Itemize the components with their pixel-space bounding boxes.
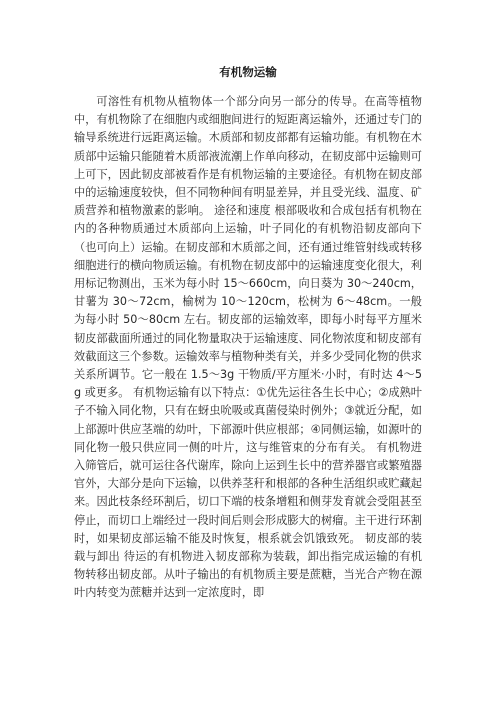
document-body-paragraph: 可溶性有机物从植物体一个部分向另一部分的传导。在高等植物中，有机物除了在细胞内或细胞间进行的短距离运输外，还通过专门的输导系统进行远距离运输。木质部和韧皮部都有运输功能。有机物在木质部中运输只能随着木质部液流潮上作单向移动，在韧皮部中运输则可上可下，因此韧皮部被看作是有机物运输的主要途径。有机物在韧皮部中的运输速度较快，但不同物种间有明显差异，并且受光线、温度、矿质营养和植物激素的影响。 途径和速度 根部吸收和合成包括有机物在内的各种物质通过木质部向上运输，叶子同化的有机物沿韧皮部向下（也可向上）运输。在韧皮部和木质部之间，还有通过维管射线或转移细胞进行的横向物质运输。有机物在韧皮部中的运输速度变化很大，利用标记物测出，玉米为每小时 15～660cm，向日葵为 30～240cm，甘薯为 30～72cm，榆树为 10～120cm，松树为 6～48cm。一般为每小时 50～80cm 左右。韧皮部的运输效率，即每小时每平方厘米韧皮部截面所通过的同化物量取决于运输速度、同化物浓度和韧皮部有效截面这三个参数。运输效率与植物种类有关，并多少受同化物的供求关系所调节。它一般在 1.5～3g 干物质/平方厘米·小时，有时达 4～5g 或更多。 有机物运输有以下特点：①优先运往各生长中心；②成熟叶子不输入同化物，只有在蚜虫吮吸或真菌侵染时例外；③就近分配，如上部源叶供应茎端的幼叶，下部源叶供应根部；④同侧运输，如源叶的同化物一般只供应同一侧的叶片，这与维管束的分布有关。 有机物进入筛管后，就可运往各代谢库，除向上运到生长中的营养器官或繁殖器官外，大部分是向下运输，以供养茎秆和根部的各种生活组织或贮藏起来。因此枝条经环割后，切口下端的枝条增粗和侧芽发育就会受阻甚至停止，而切口上端经过一段时间后则会形成膨大的树瘤。主干进行环割时，如果韧皮部运输不能及时恢复，根系就会饥饿致死。 韧皮部的装载与卸出 待运的有机物进入韧皮部称为装载，卸出指完成运输的有机物转移出韧皮部。从叶子输出的有机物质主要是蔗糖，当光合产物在源叶内转变为蔗糖并达到一定浓度时，即 bbox=[74, 95, 422, 600]
document-title: 有机物运输 bbox=[219, 65, 277, 79]
